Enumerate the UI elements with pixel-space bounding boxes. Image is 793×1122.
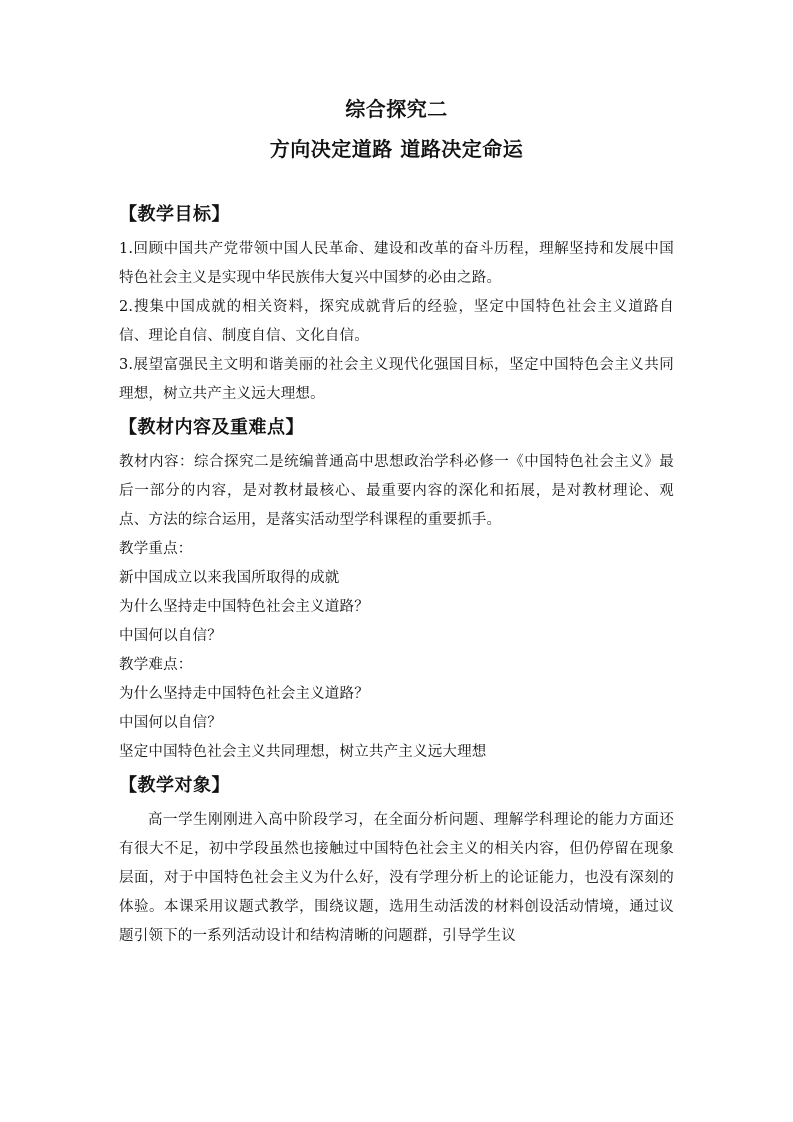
key-point-item: 中国何以自信？ [119, 628, 222, 644]
key-points-label: 教学重点： [119, 541, 193, 557]
goals-list [119, 235, 674, 409]
difficult-point-item: 坚定中国特色社会主义共同理想，树立共产主义远大理想 [119, 744, 487, 760]
audience-paragraph: 高一学生刚刚进入高中阶段学习，在全面分析问题、理解学科理论的能力方面还有很大不足，初中学段虽然也接触过中国特色社会主义的相关内容，但仍停留在现象层面，对于中国特色社会主义为什么好，没有学理分析上的论证能力，也没有深刻的体验。本课采用议题式教学，围绕议题，选用生动活泼的材料创设活动情境，通过议题引领下的一系列活动设计和结构清晰的问题群，引导学生议 [119, 812, 674, 944]
key-point-item: 为什么坚持走中国特色社会主义道路？ [119, 599, 369, 615]
section-heading-audience: 【教学对象】 [119, 775, 230, 796]
goal-item-2: 2.搜集中国成就的相关资料，探究成就背后的经验，坚定中国特色社会主义道路自信、理论自信、制度自信、文化自信。 [119, 299, 674, 344]
document-body [119, 96, 674, 951]
difficult-point-item: 中国何以自信？ [119, 715, 222, 731]
goal-item-3: 3.展望富强民主文明和谐美丽的社会主义现代化强国目标，坚定中国特色会主义共同理想，树立共产主义远大理想。 [119, 357, 674, 402]
section-heading-content: 【教材内容及重难点】 [119, 417, 304, 438]
document-title: 综合探究二 [345, 97, 448, 121]
key-point-item: 新中国成立以来我国所取得的成就 [119, 570, 340, 586]
difficult-point-item: 为什么坚持走中国特色社会主义道路？ [119, 686, 369, 702]
section-heading-goals: 【教学目标】 [119, 204, 230, 225]
content-body [119, 448, 674, 767]
content-intro: 教材内容：综合探究二是统编普通高中思想政治学科必修一《中国特色社会主义》最后一部分的内容，是对教材最核心、最重要内容的深化和拓展，是对教材理论、观点、方法的综合运用，是落实活动型学科课程的重要抓手。 [119, 454, 674, 528]
goal-item-1: 1.回顾中国共产党带领中国人民革命、建设和改革的奋斗历程，理解坚持和发展中国特色社会主义是实现中华民族伟大复兴中国梦的必由之路。 [119, 241, 674, 286]
audience-body [119, 806, 674, 951]
document-subtitle: 方向决定道路 道路决定命运 [269, 137, 524, 161]
difficult-points-label: 教学难点： [119, 657, 193, 673]
